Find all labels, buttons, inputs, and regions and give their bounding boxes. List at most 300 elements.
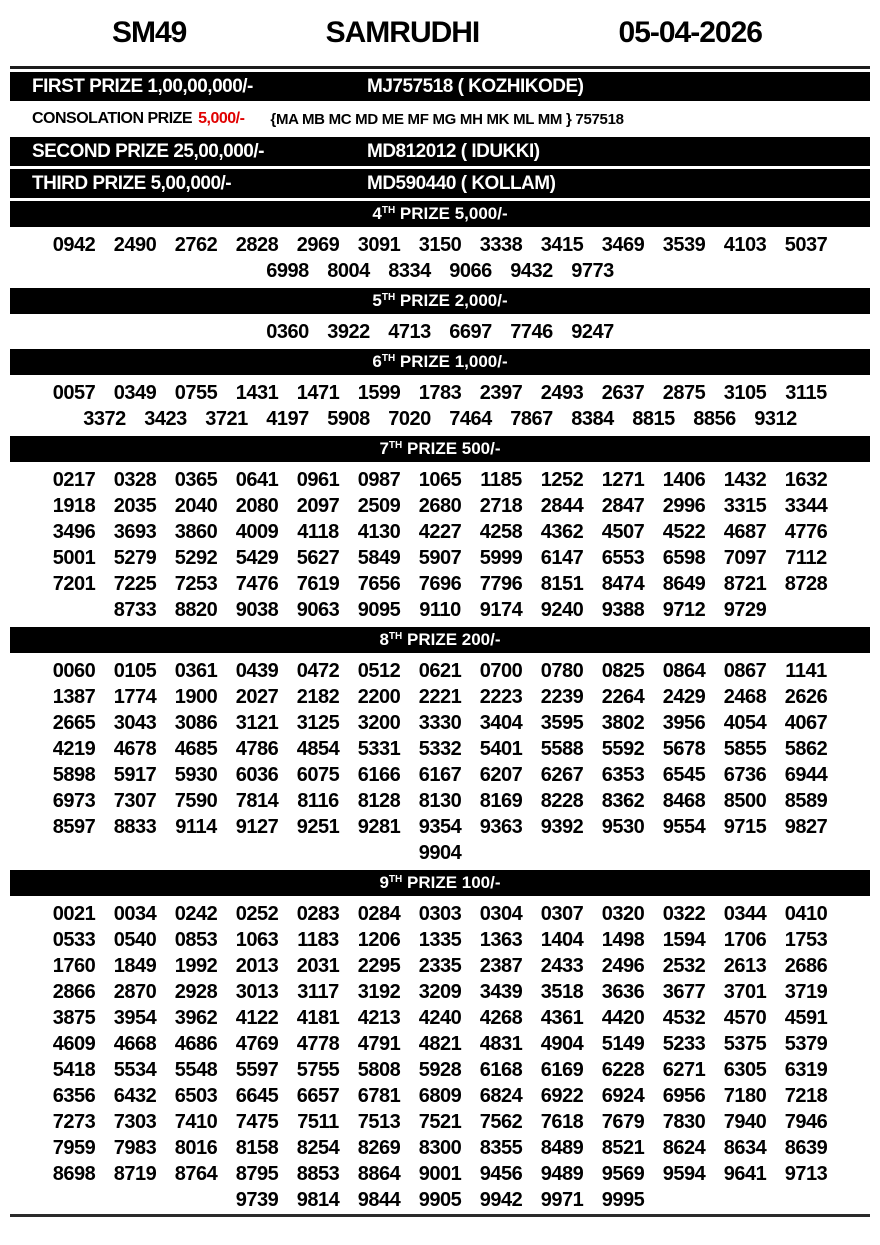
winning-number: 1783 bbox=[418, 382, 462, 404]
draw-date: 05-04-2026 bbox=[618, 16, 762, 49]
winning-number: 7273 bbox=[52, 1111, 96, 1133]
winning-number: 1185 bbox=[480, 469, 522, 491]
winning-number: 2035 bbox=[113, 495, 157, 517]
winning-number: 4227 bbox=[418, 521, 462, 543]
consolation-prize-row bbox=[10, 104, 870, 134]
winning-number: 2335 bbox=[418, 955, 462, 977]
winning-number: 4570 bbox=[723, 1007, 767, 1029]
winning-number: 3086 bbox=[174, 712, 218, 734]
winning-number: 6503 bbox=[174, 1085, 218, 1107]
winning-number: 0641 bbox=[235, 469, 279, 491]
winning-number: 4122 bbox=[235, 1007, 279, 1029]
winning-number: 6973 bbox=[52, 790, 96, 812]
winning-number: 2490 bbox=[113, 234, 157, 256]
winning-number: 8815 bbox=[632, 408, 675, 430]
winning-number: 8634 bbox=[723, 1137, 767, 1159]
winning-number: 0853 bbox=[174, 929, 218, 951]
winning-number: 7814 bbox=[235, 790, 279, 812]
winning-number: 8128 bbox=[357, 790, 401, 812]
third-prize-bar bbox=[10, 169, 870, 198]
winning-number: 6075 bbox=[296, 764, 340, 786]
winning-number: 0942 bbox=[52, 234, 96, 256]
winning-number: 0472 bbox=[296, 660, 340, 682]
winning-number: 6169 bbox=[540, 1059, 584, 1081]
winning-number: 3105 bbox=[723, 382, 767, 404]
winning-number: 6228 bbox=[601, 1059, 645, 1081]
winning-number: 2996 bbox=[662, 495, 706, 517]
winning-number: 8228 bbox=[540, 790, 584, 812]
winning-number: 2182 bbox=[296, 686, 340, 708]
winning-number: 0961 bbox=[296, 469, 340, 491]
winning-number: 0217 bbox=[52, 469, 96, 491]
winning-number: 7180 bbox=[723, 1085, 767, 1107]
winning-number: 8728 bbox=[784, 573, 828, 595]
winning-number: 8864 bbox=[357, 1163, 401, 1185]
prize-9th-header bbox=[10, 870, 870, 896]
winning-number: 9729 bbox=[723, 599, 767, 621]
winning-number: 1849 bbox=[113, 955, 157, 977]
winning-number: 4687 bbox=[723, 521, 767, 543]
second-prize-winner: MD812012 ( IDUKKI) bbox=[367, 140, 540, 162]
winning-number: 6267 bbox=[540, 764, 584, 786]
winning-number: 7513 bbox=[357, 1111, 401, 1133]
winning-number: 7303 bbox=[113, 1111, 157, 1133]
winning-number: 3013 bbox=[235, 981, 279, 1003]
winning-number: 1363 bbox=[479, 929, 523, 951]
winning-number: 8384 bbox=[571, 408, 614, 430]
winning-number: 9739 bbox=[235, 1189, 279, 1211]
winning-number: 1335 bbox=[418, 929, 462, 951]
winning-number: 3200 bbox=[357, 712, 401, 734]
winning-number: 8269 bbox=[357, 1137, 401, 1159]
winning-number: 3701 bbox=[723, 981, 767, 1003]
prize-9th-header-text: 9TH PRIZE 100/- bbox=[379, 873, 501, 892]
winning-number: 4904 bbox=[540, 1033, 584, 1055]
number-row bbox=[10, 545, 870, 571]
winning-number: 3875 bbox=[52, 1007, 96, 1029]
winning-number: 7983 bbox=[113, 1137, 157, 1159]
number-row bbox=[10, 953, 870, 979]
number-row bbox=[10, 1057, 870, 1083]
winning-number: 9713 bbox=[784, 1163, 828, 1185]
winning-number: 0410 bbox=[784, 903, 828, 925]
winning-number: 7590 bbox=[174, 790, 218, 812]
prize-5th-header-text: 5TH PRIZE 2,000/- bbox=[372, 291, 508, 310]
winning-number: 1431 bbox=[235, 382, 279, 404]
winning-number: 9392 bbox=[540, 816, 584, 838]
winning-number: 5332 bbox=[418, 738, 462, 760]
winning-number: 1206 bbox=[357, 929, 401, 951]
winning-number: 0867 bbox=[723, 660, 767, 682]
winning-number: 4713 bbox=[388, 321, 431, 343]
winning-number: 8597 bbox=[52, 816, 96, 838]
winning-number: 5862 bbox=[784, 738, 828, 760]
winning-number: 8355 bbox=[479, 1137, 523, 1159]
draw-code: SM49 bbox=[112, 16, 187, 49]
first-prize-label-text: FIRST PRIZE bbox=[32, 75, 143, 97]
winning-number: 9904 bbox=[418, 842, 462, 864]
winning-number: 0700 bbox=[479, 660, 523, 682]
winning-number: 1753 bbox=[784, 929, 828, 951]
winning-number: 6824 bbox=[479, 1085, 523, 1107]
winning-number: 7696 bbox=[418, 573, 462, 595]
winning-number: 6922 bbox=[540, 1085, 584, 1107]
winning-number: 6036 bbox=[235, 764, 279, 786]
prize-6th-header bbox=[10, 349, 870, 375]
winning-number: 0533 bbox=[52, 929, 96, 951]
winning-number: 9001 bbox=[418, 1163, 462, 1185]
winning-number: 0320 bbox=[601, 903, 645, 925]
winning-number: 2866 bbox=[52, 981, 96, 1003]
winning-number: 8719 bbox=[113, 1163, 157, 1185]
winning-number: 4786 bbox=[235, 738, 279, 760]
winning-number: 7796 bbox=[479, 573, 523, 595]
winning-number: 5898 bbox=[52, 764, 96, 786]
winning-number: 5592 bbox=[601, 738, 645, 760]
winning-number: 8158 bbox=[235, 1137, 279, 1159]
winning-number: 4240 bbox=[418, 1007, 462, 1029]
winning-number: 7464 bbox=[449, 408, 492, 430]
winning-number: 8116 bbox=[297, 790, 339, 812]
winning-number: 1760 bbox=[52, 955, 96, 977]
number-row bbox=[10, 232, 870, 258]
winning-number: 0349 bbox=[113, 382, 157, 404]
winning-number: 3209 bbox=[418, 981, 462, 1003]
result-sheet bbox=[10, 66, 870, 1217]
winning-number: 3121 bbox=[235, 712, 279, 734]
winning-number: 5149 bbox=[601, 1033, 645, 1055]
winning-number: 4130 bbox=[357, 521, 401, 543]
winning-number: 7830 bbox=[662, 1111, 706, 1133]
winning-number: 5930 bbox=[174, 764, 218, 786]
winning-number: 9251 bbox=[296, 816, 340, 838]
winning-number: 5908 bbox=[327, 408, 370, 430]
first-prize-winner: MJ757518 ( KOZHIKODE) bbox=[367, 75, 584, 97]
winning-number: 2027 bbox=[235, 686, 279, 708]
winning-number: 2295 bbox=[357, 955, 401, 977]
winning-number: 0303 bbox=[418, 903, 462, 925]
winning-number: 5548 bbox=[174, 1059, 218, 1081]
prize-7th-header-text: 7TH PRIZE 500/- bbox=[379, 439, 501, 458]
winning-number: 0304 bbox=[479, 903, 523, 925]
winning-number: 9038 bbox=[235, 599, 279, 621]
winning-number: 0328 bbox=[113, 469, 157, 491]
winning-number: 1271 bbox=[601, 469, 645, 491]
winning-number: 4258 bbox=[479, 521, 523, 543]
prize-4th-header bbox=[10, 201, 870, 227]
winning-number: 9432 bbox=[510, 260, 553, 282]
first-prize-bar bbox=[10, 72, 870, 101]
winning-number: 6781 bbox=[357, 1085, 401, 1107]
winning-number: 4103 bbox=[723, 234, 767, 256]
winning-number: 9844 bbox=[357, 1189, 401, 1211]
winning-number: 6598 bbox=[662, 547, 706, 569]
winning-number: 7112 bbox=[785, 547, 827, 569]
winning-number: 4609 bbox=[52, 1033, 96, 1055]
winning-number: 9971 bbox=[540, 1189, 584, 1211]
prize-8th-header-text: 8TH PRIZE 200/- bbox=[379, 630, 501, 649]
winning-number: 2387 bbox=[479, 955, 523, 977]
winning-number: 5401 bbox=[479, 738, 523, 760]
winning-number: 0252 bbox=[235, 903, 279, 925]
winning-number: 7521 bbox=[418, 1111, 462, 1133]
winning-number: 5678 bbox=[662, 738, 706, 760]
winning-number: 9530 bbox=[601, 816, 645, 838]
winning-number: 2040 bbox=[174, 495, 218, 517]
winning-number: 8639 bbox=[784, 1137, 828, 1159]
winning-number: 6207 bbox=[479, 764, 523, 786]
winning-number: 7410 bbox=[174, 1111, 218, 1133]
winning-number: 6553 bbox=[601, 547, 645, 569]
winning-number: 2847 bbox=[601, 495, 645, 517]
prize-4th-header-text: 4TH PRIZE 5,000/- bbox=[372, 204, 508, 223]
winning-number: 6944 bbox=[784, 764, 828, 786]
winning-number: 8649 bbox=[662, 573, 706, 595]
winning-number: 8254 bbox=[296, 1137, 340, 1159]
winning-number: 3956 bbox=[662, 712, 706, 734]
number-row bbox=[10, 258, 870, 284]
winning-number: 4821 bbox=[418, 1033, 462, 1055]
draw-name: SAMRUDHI bbox=[325, 16, 480, 49]
winning-number: 8698 bbox=[52, 1163, 96, 1185]
winning-number: 3636 bbox=[601, 981, 645, 1003]
winning-number: 4507 bbox=[601, 521, 645, 543]
winning-number: 6809 bbox=[418, 1085, 462, 1107]
winning-number: 6319 bbox=[784, 1059, 828, 1081]
number-row bbox=[10, 1031, 870, 1057]
winning-number: 2718 bbox=[479, 495, 523, 517]
winning-number: 1992 bbox=[174, 955, 218, 977]
winning-number: 7946 bbox=[784, 1111, 828, 1133]
winning-number: 6147 bbox=[540, 547, 584, 569]
winning-number: 1706 bbox=[723, 929, 767, 951]
winning-number: 9095 bbox=[357, 599, 401, 621]
winning-number: 6271 bbox=[662, 1059, 706, 1081]
winning-number: 1774 bbox=[113, 686, 157, 708]
winning-number: 4054 bbox=[723, 712, 767, 734]
winning-number: 4361 bbox=[540, 1007, 584, 1029]
winning-number: 3595 bbox=[540, 712, 584, 734]
winning-number: 9354 bbox=[418, 816, 462, 838]
number-row bbox=[10, 406, 870, 432]
winning-number: 8853 bbox=[296, 1163, 340, 1185]
number-row bbox=[10, 1135, 870, 1161]
winning-number: 6736 bbox=[723, 764, 767, 786]
winning-number: 6657 bbox=[296, 1085, 340, 1107]
winning-number: 1063 bbox=[235, 929, 279, 951]
winning-number: 7562 bbox=[479, 1111, 523, 1133]
winning-number: 5375 bbox=[723, 1033, 767, 1055]
first-prize-label bbox=[10, 76, 367, 98]
winning-number: 0021 bbox=[52, 903, 96, 925]
winning-number: 3043 bbox=[113, 712, 157, 734]
winning-number: 1432 bbox=[723, 469, 767, 491]
winning-number: 3344 bbox=[784, 495, 828, 517]
winning-number: 4791 bbox=[357, 1033, 401, 1055]
winning-number: 7020 bbox=[388, 408, 431, 430]
winning-number: 5849 bbox=[357, 547, 401, 569]
number-row bbox=[10, 467, 870, 493]
winning-number: 0105 bbox=[113, 660, 157, 682]
winning-number: 2509 bbox=[357, 495, 401, 517]
winning-number: 3192 bbox=[357, 981, 401, 1003]
winning-number: 8334 bbox=[388, 260, 431, 282]
number-row bbox=[10, 1161, 870, 1187]
consolation-series: {MA MB MC MD ME MF MG MH MK ML MM } 757518 bbox=[270, 110, 624, 128]
number-row bbox=[10, 571, 870, 597]
winning-number: 5379 bbox=[784, 1033, 828, 1055]
winning-number: 1471 bbox=[296, 382, 340, 404]
winning-number: 3518 bbox=[540, 981, 584, 1003]
winning-number: 1252 bbox=[540, 469, 584, 491]
winning-number: 5917 bbox=[113, 764, 157, 786]
winning-number: 7097 bbox=[723, 547, 767, 569]
winning-number: 5279 bbox=[113, 547, 157, 569]
winning-number: 8624 bbox=[662, 1137, 706, 1159]
winning-number: 8833 bbox=[113, 816, 157, 838]
number-row bbox=[10, 840, 870, 866]
winning-number: 2264 bbox=[601, 686, 645, 708]
winning-number: 2433 bbox=[540, 955, 584, 977]
winning-number: 3677 bbox=[662, 981, 706, 1003]
winning-number: 1918 bbox=[52, 495, 96, 517]
winning-number: 4532 bbox=[662, 1007, 706, 1029]
winning-number: 1594 bbox=[662, 929, 706, 951]
winning-number: 8721 bbox=[723, 573, 767, 595]
winning-number: 2031 bbox=[296, 955, 340, 977]
winning-number: 9456 bbox=[479, 1163, 523, 1185]
prize-5th-header bbox=[10, 288, 870, 314]
winning-number: 3693 bbox=[113, 521, 157, 543]
winning-number: 9641 bbox=[723, 1163, 767, 1185]
winning-number: 9312 bbox=[754, 408, 797, 430]
winning-number: 2928 bbox=[174, 981, 218, 1003]
winning-number: 7475 bbox=[235, 1111, 279, 1133]
winning-number: 8589 bbox=[784, 790, 828, 812]
winning-number: 8130 bbox=[418, 790, 462, 812]
winning-number: 5418 bbox=[52, 1059, 96, 1081]
winning-number: 3315 bbox=[723, 495, 767, 517]
winning-number: 9281 bbox=[357, 816, 401, 838]
number-row bbox=[10, 901, 870, 927]
winning-number: 8795 bbox=[235, 1163, 279, 1185]
winning-number: 8468 bbox=[662, 790, 706, 812]
prize-7th-numbers bbox=[10, 465, 870, 624]
winning-number: 0780 bbox=[540, 660, 584, 682]
winning-number: 5755 bbox=[296, 1059, 340, 1081]
winning-number: 9066 bbox=[449, 260, 492, 282]
winning-number: 2762 bbox=[174, 234, 218, 256]
prize-8th-numbers bbox=[10, 656, 870, 867]
winning-number: 3719 bbox=[784, 981, 828, 1003]
winning-number: 3860 bbox=[174, 521, 218, 543]
winning-number: 4009 bbox=[235, 521, 279, 543]
winning-number: 5907 bbox=[418, 547, 462, 569]
winning-number: 3423 bbox=[144, 408, 187, 430]
number-row bbox=[10, 1083, 870, 1109]
winning-number: 4362 bbox=[540, 521, 584, 543]
winning-number: 9247 bbox=[571, 321, 614, 343]
winning-number: 7656 bbox=[357, 573, 401, 595]
winning-number: 7619 bbox=[296, 573, 340, 595]
third-prize-amount: 5,00,000/- bbox=[150, 172, 232, 194]
winning-number: 0034 bbox=[113, 903, 157, 925]
winning-number: 6545 bbox=[662, 764, 706, 786]
number-row bbox=[10, 736, 870, 762]
number-row bbox=[10, 979, 870, 1005]
winning-number: 6166 bbox=[357, 764, 401, 786]
winning-number: 2221 bbox=[418, 686, 462, 708]
winning-number: 8500 bbox=[723, 790, 767, 812]
winning-number: 3539 bbox=[662, 234, 706, 256]
winning-number: 3802 bbox=[601, 712, 645, 734]
winning-number: 2493 bbox=[540, 382, 584, 404]
winning-number: 5855 bbox=[723, 738, 767, 760]
winning-number: 4420 bbox=[601, 1007, 645, 1029]
winning-number: 4213 bbox=[357, 1007, 401, 1029]
third-prize-label bbox=[10, 173, 367, 195]
winning-number: 7679 bbox=[601, 1111, 645, 1133]
winning-number: 4118 bbox=[297, 521, 339, 543]
winning-number: 5808 bbox=[357, 1059, 401, 1081]
winning-number: 9174 bbox=[479, 599, 523, 621]
winning-number: 9995 bbox=[601, 1189, 645, 1211]
winning-number: 8151 bbox=[540, 573, 584, 595]
winning-number: 6956 bbox=[662, 1085, 706, 1107]
winning-number: 4778 bbox=[296, 1033, 340, 1055]
number-row bbox=[10, 658, 870, 684]
prize-9th-numbers bbox=[10, 899, 870, 1214]
winning-number: 0512 bbox=[357, 660, 401, 682]
consolation-amount: 5,000/- bbox=[198, 110, 245, 127]
winning-number: 4591 bbox=[784, 1007, 828, 1029]
winning-number: 3330 bbox=[418, 712, 462, 734]
winning-number: 7746 bbox=[510, 321, 553, 343]
winning-number: 0987 bbox=[357, 469, 401, 491]
winning-number: 8169 bbox=[479, 790, 523, 812]
winning-number: 2397 bbox=[479, 382, 523, 404]
winning-number: 0365 bbox=[174, 469, 218, 491]
winning-number: 1065 bbox=[418, 469, 462, 491]
winning-number: 5534 bbox=[113, 1059, 157, 1081]
number-row bbox=[10, 710, 870, 736]
winning-number: 6305 bbox=[723, 1059, 767, 1081]
winning-number: 9905 bbox=[418, 1189, 462, 1211]
prize-5th-numbers bbox=[10, 317, 870, 346]
winning-number: 1900 bbox=[174, 686, 218, 708]
winning-number: 7225 bbox=[113, 573, 157, 595]
winning-number: 5627 bbox=[296, 547, 340, 569]
winning-number: 1632 bbox=[784, 469, 828, 491]
winning-number: 4668 bbox=[113, 1033, 157, 1055]
winning-number: 4831 bbox=[479, 1033, 523, 1055]
winning-number: 0864 bbox=[662, 660, 706, 682]
second-prize-bar bbox=[10, 137, 870, 166]
winning-number: 8820 bbox=[174, 599, 218, 621]
winning-number: 0439 bbox=[235, 660, 279, 682]
winning-number: 2680 bbox=[418, 495, 462, 517]
winning-number: 2429 bbox=[662, 686, 706, 708]
second-prize-label bbox=[10, 141, 367, 163]
winning-number: 0825 bbox=[601, 660, 645, 682]
winning-number: 3117 bbox=[297, 981, 339, 1003]
winning-number: 8004 bbox=[327, 260, 370, 282]
winning-number: 6167 bbox=[418, 764, 462, 786]
winning-number: 2080 bbox=[235, 495, 279, 517]
winning-number: 2626 bbox=[784, 686, 828, 708]
winning-number: 3372 bbox=[83, 408, 126, 430]
winning-number: 4067 bbox=[784, 712, 828, 734]
